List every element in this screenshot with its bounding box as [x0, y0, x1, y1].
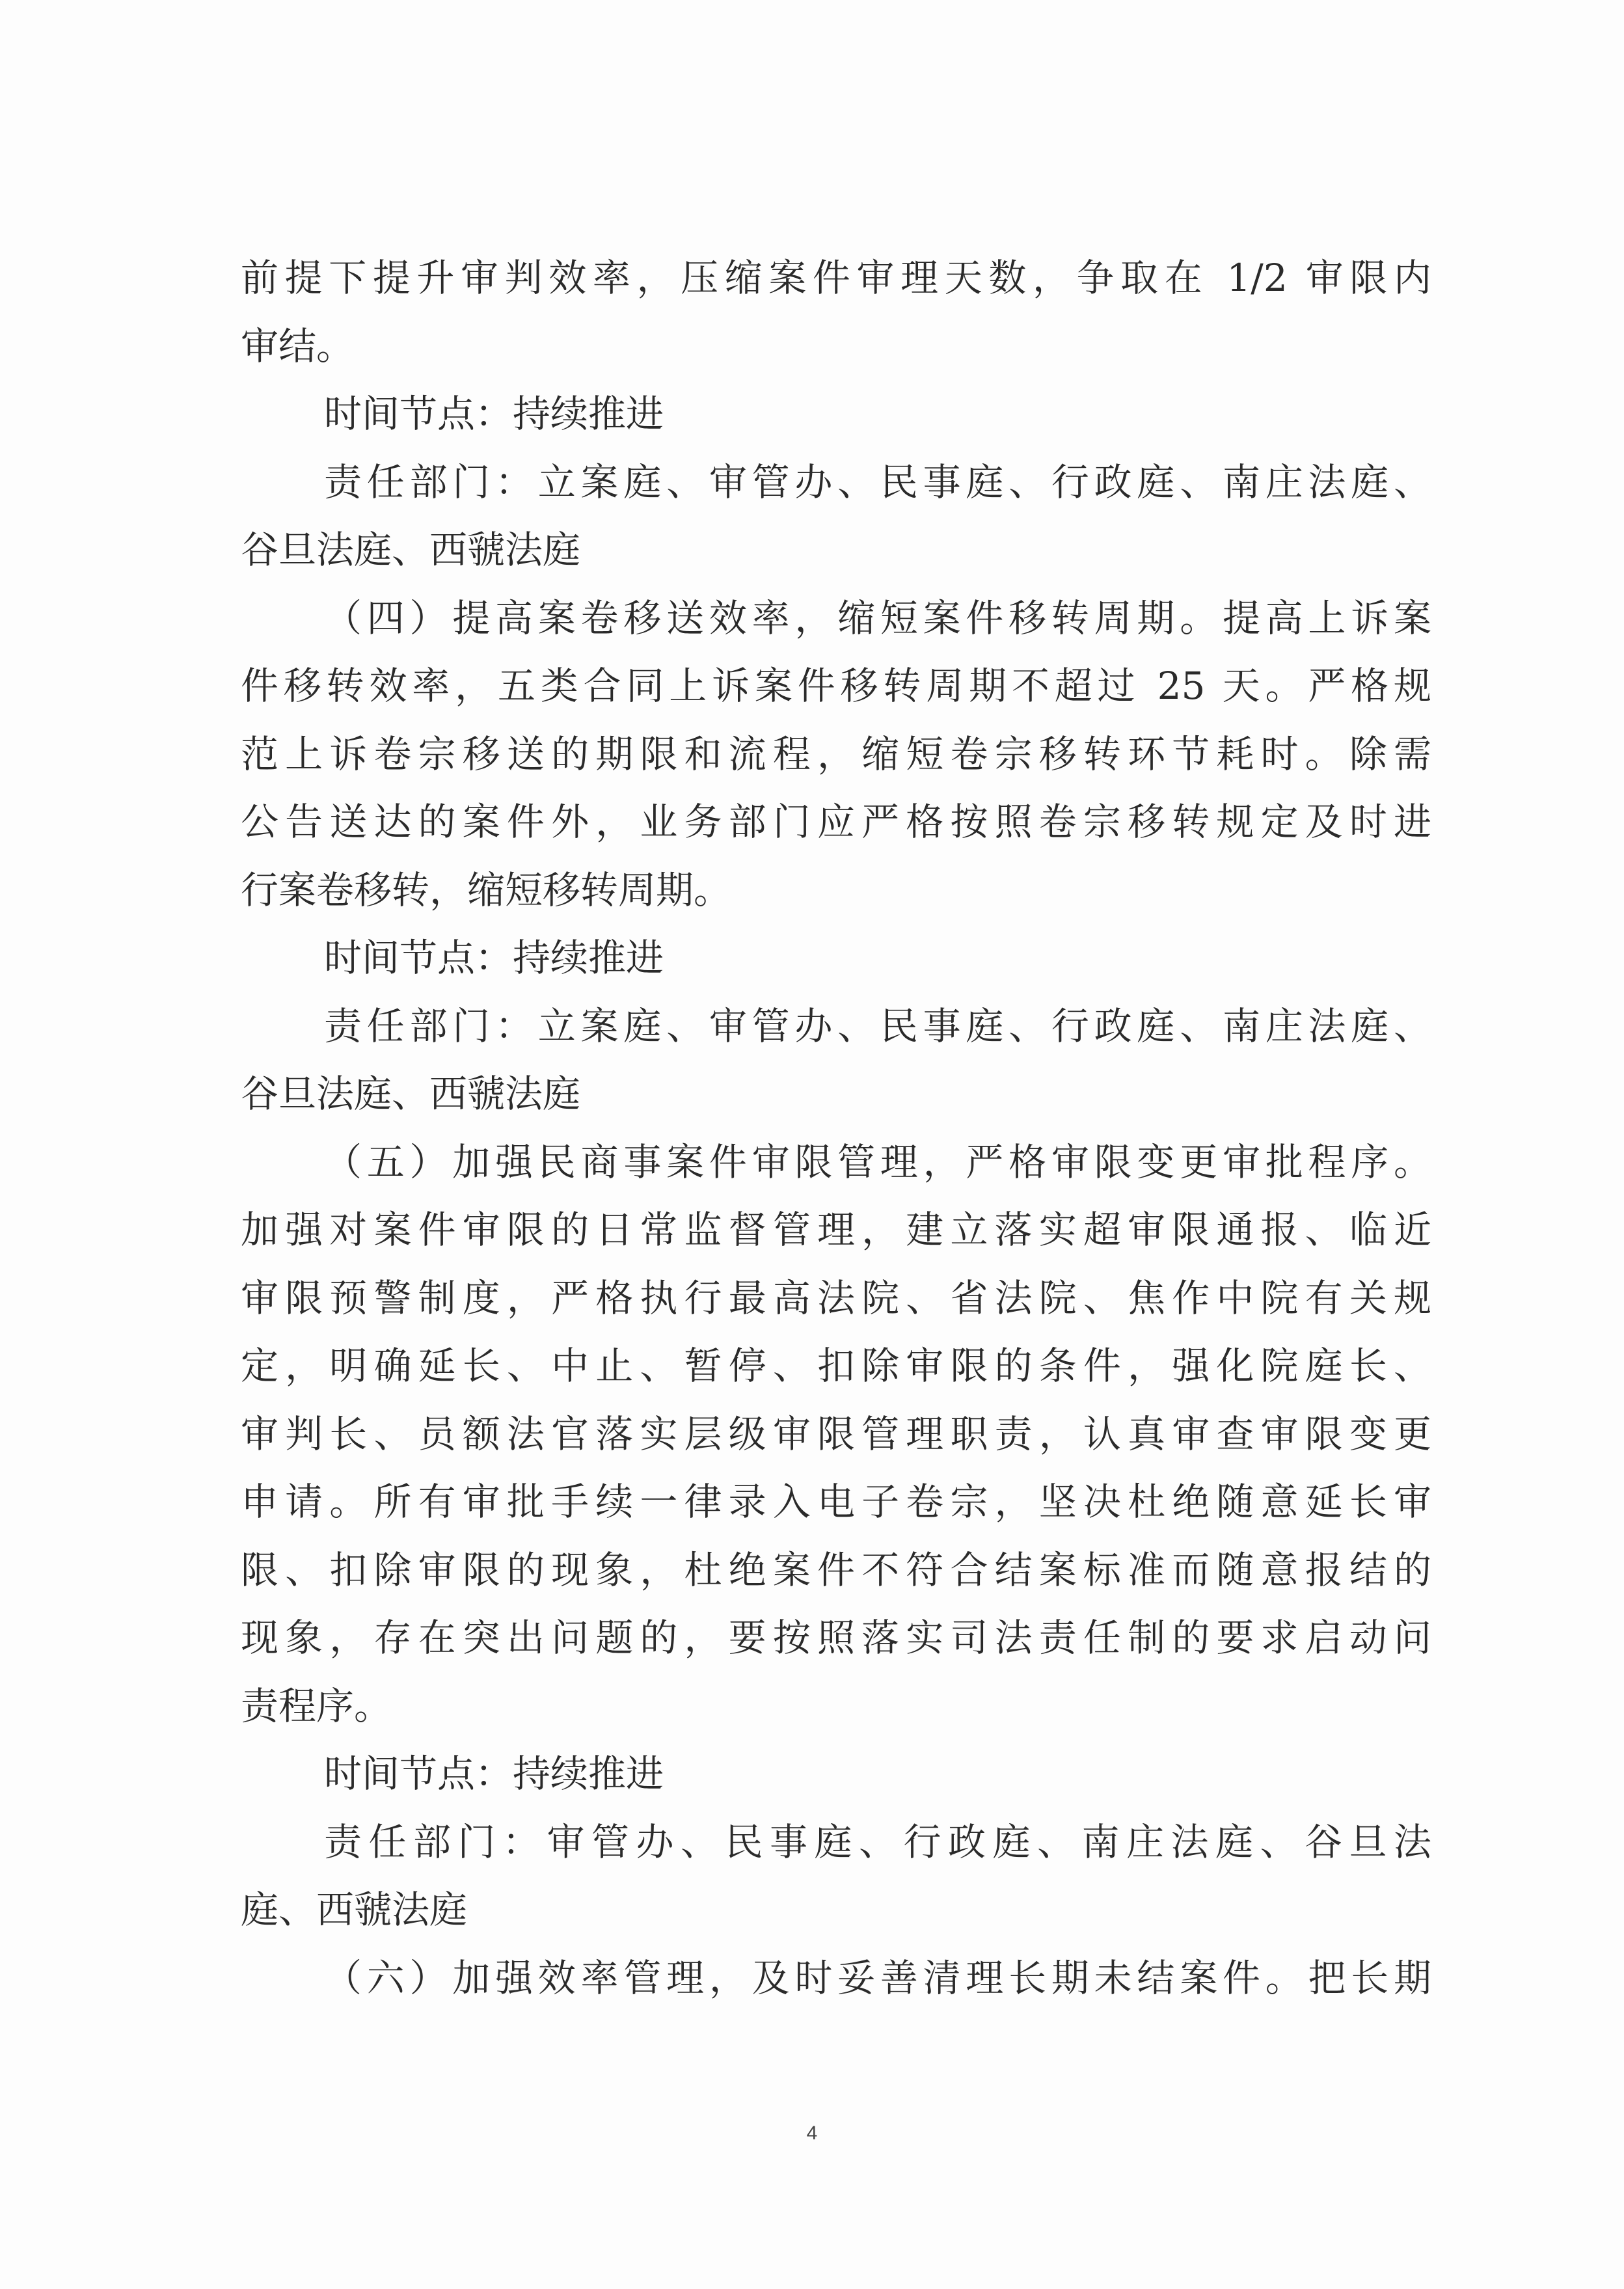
text-line-22: 责程序。 — [241, 1683, 392, 1728]
text-line-19: 申请。所有审批手续一律录入电子卷宗，坚决杜绝随意延长审 — [241, 1480, 1431, 1524]
section-four-heading: （四）提高案卷移送效率，缩短案件移转周期。提高上诉案 — [324, 595, 1431, 640]
text-line-15: 加强对案件审限的日常监督管理，建立落实超审限通报、临近 — [241, 1208, 1431, 1252]
text-line-2: 审结。 — [241, 323, 355, 368]
text-line-16: 审限预警制度，严格执行最高法院、省法院、焦作中院有关规 — [241, 1275, 1431, 1320]
section-five-heading: （五）加强民商事案件审限管理，严格审限变更审批程序。 — [324, 1139, 1431, 1184]
text-line-7: 件移转效率，五类合同上诉案件移转周期不超过 25 天。严格规 — [241, 664, 1431, 708]
responsible-dept-line: 责任部门：审管办、民事庭、行政庭、南庄法庭、谷旦法 — [324, 1819, 1431, 1864]
responsible-dept-continued: 谷旦法庭、西虢法庭 — [241, 528, 581, 572]
responsible-dept-continued: 谷旦法庭、西虢法庭 — [241, 1072, 581, 1116]
time-node-line: 时间节点：持续推进 — [324, 392, 664, 436]
body-text — [241, 244, 1431, 2012]
text-line-17: 定，明确延长、中止、暂停、扣除审限的条件，强化院庭长、 — [241, 1344, 1431, 1388]
responsible-dept-line: 责任部门：立案庭、审管办、民事庭、行政庭、南庄法庭、 — [324, 459, 1431, 504]
responsible-dept-continued: 庭、西虢法庭 — [241, 1888, 468, 1932]
text-line-1: 前提下提升审判效率，压缩案件审理天数，争取在 1/2 审限内 — [241, 256, 1431, 300]
text-line-8: 范上诉卷宗移送的期限和流程，缩短卷宗移转环节耗时。除需 — [241, 731, 1431, 776]
time-node-line: 时间节点：持续推进 — [324, 1752, 664, 1796]
text-line-10: 行案卷移转，缩短移转周期。 — [241, 867, 732, 912]
time-node-line: 时间节点：持续推进 — [324, 936, 664, 980]
text-line-18: 审判长、员额法官落实层级审限管理职责，认真审查审限变更 — [241, 1411, 1431, 1456]
text-line-9: 公告送达的案件外，业务部门应严格按照卷宗移转规定及时进 — [241, 800, 1431, 844]
responsible-dept-line: 责任部门：立案庭、审管办、民事庭、行政庭、南庄法庭、 — [324, 1003, 1431, 1048]
section-six-heading: （六）加强效率管理，及时妥善清理长期未结案件。把长期 — [324, 1955, 1431, 2000]
text-line-21: 现象，存在突出问题的，要按照落实司法责任制的要求启动问 — [241, 1616, 1431, 1660]
page-number: 4 — [806, 2122, 818, 2144]
text-line-20: 限、扣除审限的现象，杜绝案件不符合结案标准而随意报结的 — [241, 1547, 1431, 1592]
